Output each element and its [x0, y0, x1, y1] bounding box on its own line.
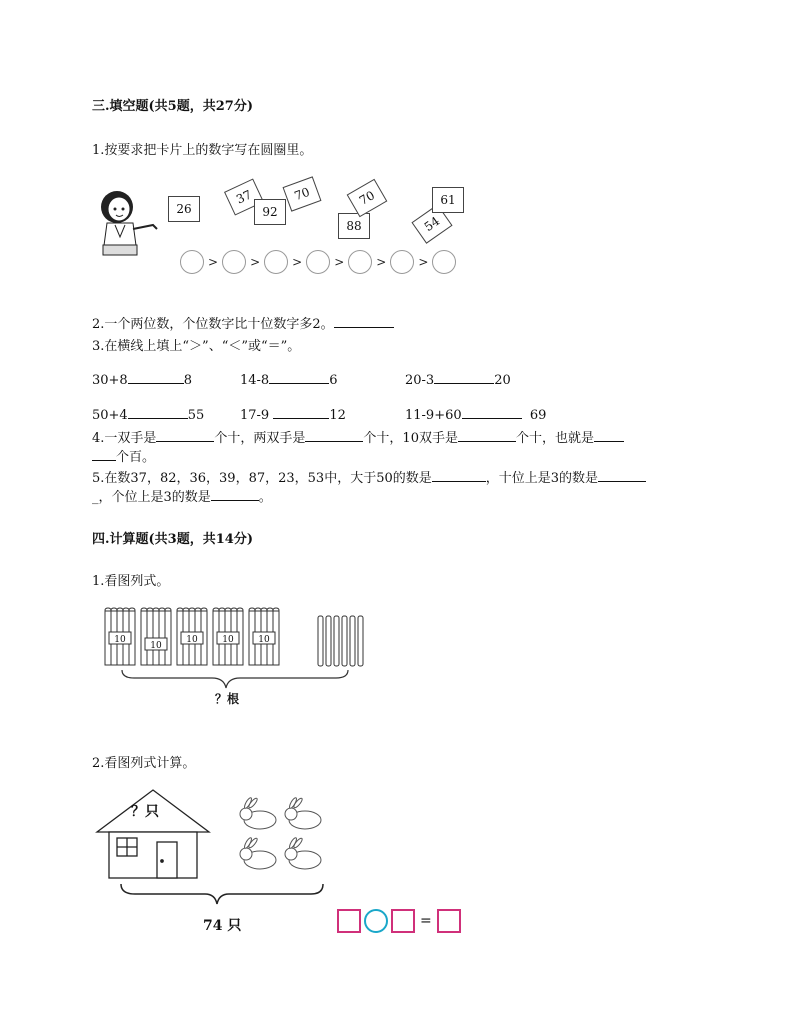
bundle-label: 10 [114, 635, 126, 645]
answer-blank[interactable] [594, 429, 624, 442]
answer-blank[interactable] [128, 371, 184, 384]
question-2 [92, 313, 394, 332]
single-sticks [318, 616, 363, 666]
card-value: 70 [292, 184, 312, 204]
card-value: 37 [234, 187, 254, 207]
answer-blank[interactable] [432, 469, 486, 482]
answer-equation [337, 909, 461, 933]
question-5-part: 。 [258, 490, 272, 505]
answer-circle[interactable] [390, 250, 414, 274]
answer-blank[interactable] [128, 406, 188, 419]
question-5-part: ，十位上是3的数是 [485, 471, 599, 486]
compare-right: 6 [329, 373, 338, 388]
answer-circle[interactable] [180, 250, 204, 274]
question-5-line-2 [92, 486, 272, 505]
question-5-part: _，个位上是3的数是 [92, 490, 211, 505]
compare-item [92, 371, 192, 388]
number-card [347, 179, 388, 218]
bundle-label: 10 [150, 641, 162, 651]
question-3-text: 3.在横线上填上“＞”、“＜”或“＝”。 [92, 339, 301, 354]
answer-box[interactable] [337, 909, 361, 933]
answer-blank[interactable] [434, 371, 494, 384]
operator-circle[interactable] [364, 909, 388, 933]
section-3-title: 三.填空题(共5题，共27分) [92, 99, 253, 114]
answer-blank[interactable] [211, 488, 259, 501]
question-4-part: 个百。 [116, 450, 156, 465]
calc-question-1-text: 1.看图列式。 [92, 574, 170, 589]
compare-right: 12 [329, 408, 346, 423]
question-4-line-1 [92, 427, 624, 446]
answer-blank[interactable] [269, 371, 329, 384]
compare-item [405, 406, 546, 423]
question-4-part: 个十，两双手是 [214, 431, 306, 446]
bundle-label: 10 [222, 635, 234, 645]
answer-box[interactable] [391, 909, 415, 933]
section-4-title: 四.计算题(共3题，共14分) [92, 532, 253, 547]
greater-than-sign: > [376, 255, 387, 269]
card-value: 88 [346, 219, 362, 233]
equals-sign: = [420, 913, 432, 929]
girl-illustration [95, 185, 163, 259]
greater-than-sign: > [418, 255, 429, 269]
answer-blank[interactable] [598, 469, 646, 482]
answer-circle[interactable] [222, 250, 246, 274]
greater-than-sign: > [250, 255, 261, 269]
grouping-brace [121, 884, 323, 904]
question-4-part: 个十，10双手是 [363, 431, 458, 446]
question-2-text: 2.一个两位数，个位数字比十位数字多2。 [92, 317, 334, 332]
card-value: 92 [262, 205, 278, 219]
roof-label: ？只 [131, 804, 159, 820]
compare-item [92, 406, 204, 423]
answer-blank[interactable] [273, 406, 329, 419]
rabbits-icon [240, 797, 321, 869]
question-5-line-1 [92, 467, 646, 486]
question-4-part: 个十，也就是 [515, 431, 594, 446]
greater-than-sign: > [292, 255, 303, 269]
bracket-label: ？根 [215, 692, 240, 706]
answer-circle[interactable] [264, 250, 288, 274]
compare-item [240, 371, 338, 388]
answer-blank[interactable] [156, 429, 214, 442]
answer-blank[interactable] [334, 315, 394, 328]
compare-right: 55 [187, 408, 205, 423]
answer-blank[interactable] [92, 448, 116, 461]
compare-item [405, 371, 511, 388]
number-card [254, 199, 286, 225]
question-4-part: 4.一双手是 [92, 431, 157, 446]
answer-circle[interactable] [306, 250, 330, 274]
question-1-text: 1.按要求把卡片上的数字写在圆圈里。 [92, 143, 313, 158]
card-value: 61 [440, 193, 456, 207]
calc-question-2-text: 2.看图列式计算。 [92, 756, 196, 771]
compare-left: 17-9 [240, 408, 270, 423]
door-icon [157, 842, 177, 878]
compare-right: 69 [529, 408, 547, 423]
compare-left: 20-3 [405, 373, 435, 388]
compare-left: 14-8 [240, 373, 270, 388]
compare-left: 30+8 [92, 373, 128, 388]
answer-circle[interactable] [432, 250, 456, 274]
bundle-label: 10 [258, 635, 270, 645]
number-card [432, 187, 464, 213]
answer-circle[interactable] [348, 250, 372, 274]
answer-blank[interactable] [462, 406, 522, 419]
card-value: 70 [356, 188, 378, 208]
number-card [283, 176, 322, 211]
greater-than-sign: > [208, 255, 219, 269]
compare-left: 11-9+60 [405, 408, 462, 423]
answer-blank[interactable] [305, 429, 363, 442]
total-label: 74 只 [203, 918, 242, 934]
card-value: 54 [421, 213, 443, 235]
answer-blank[interactable] [458, 429, 516, 442]
question-4-line-2 [92, 446, 155, 465]
card-value: 26 [176, 202, 192, 216]
compare-item [240, 406, 346, 423]
number-card [168, 196, 200, 222]
question-5-part: 5.在数37，82，36，39，87，23，53中，大于50的数是 [92, 471, 432, 486]
bundle-label: 10 [186, 635, 198, 645]
compare-right: 20 [494, 373, 511, 388]
compare-right: 8 [183, 373, 192, 388]
number-card [338, 213, 370, 239]
greater-than-sign: > [334, 255, 345, 269]
bundle-of-ten [141, 608, 171, 665]
compare-left: 50+4 [92, 408, 128, 423]
answer-circle-row [180, 250, 456, 274]
grouping-brace [122, 670, 348, 688]
answer-box[interactable] [437, 909, 461, 933]
